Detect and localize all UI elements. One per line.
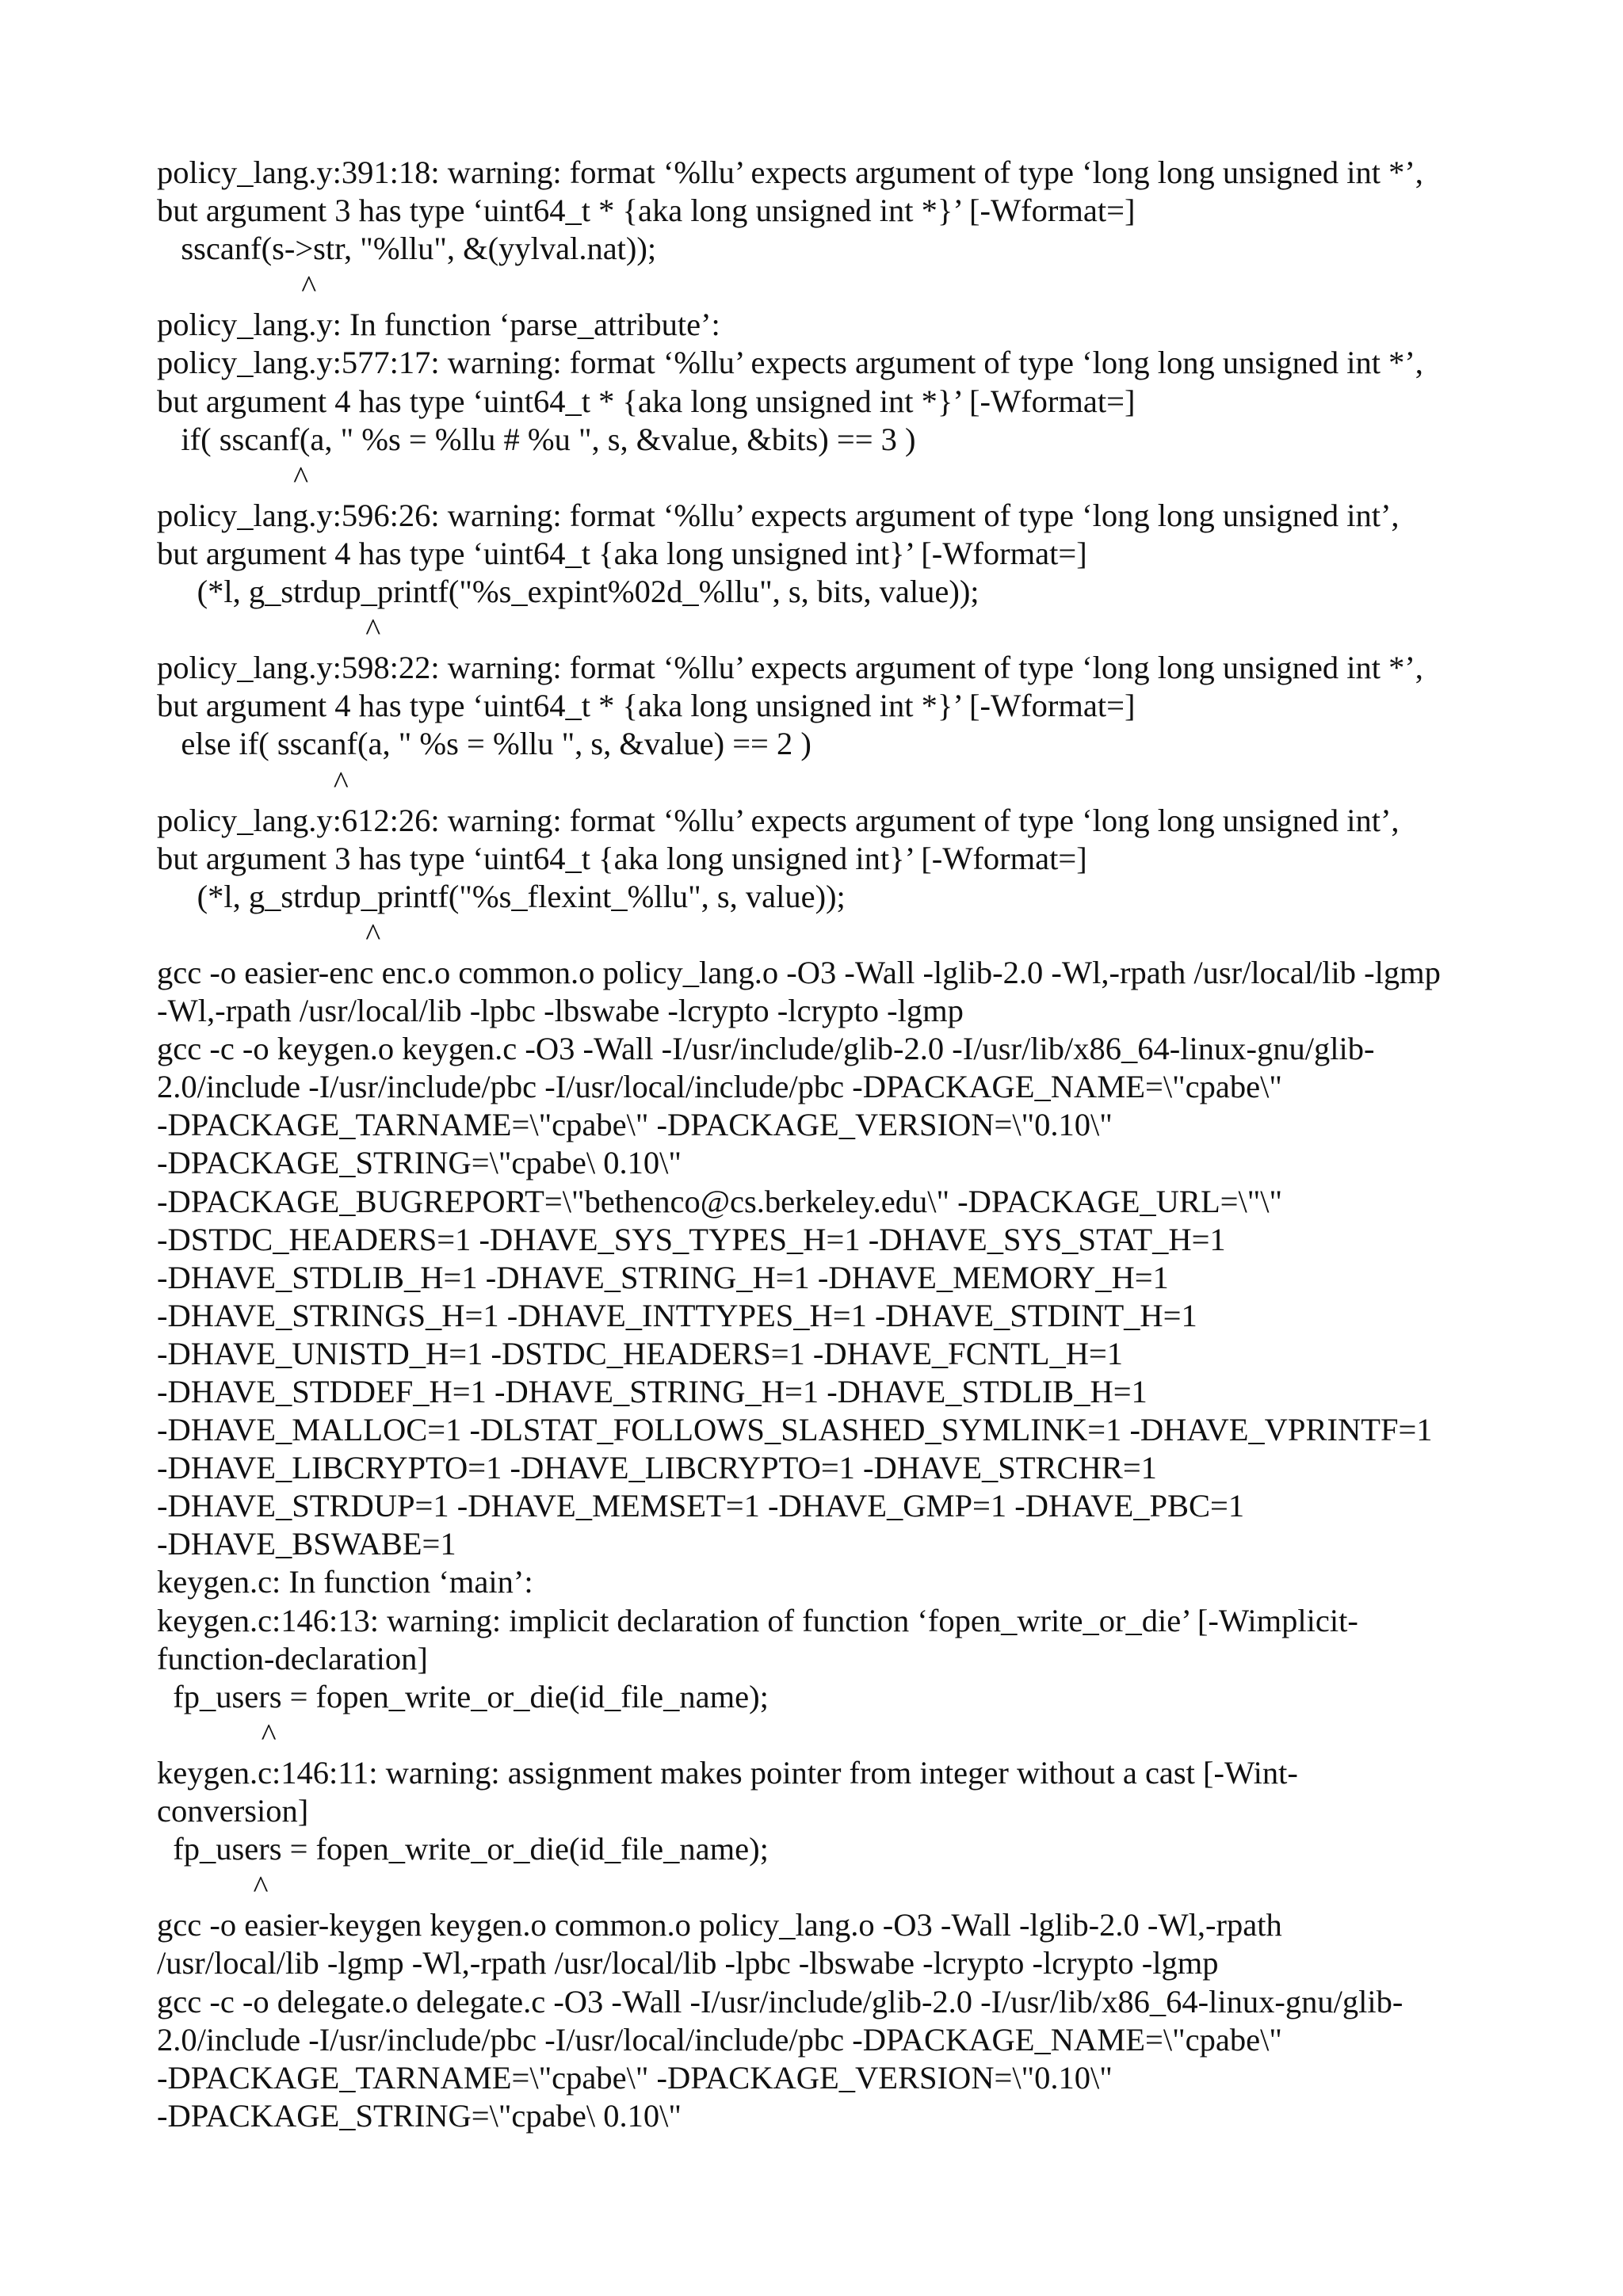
log-line: sscanf(s->str, "%llu", &(yylval.nat)); (157, 231, 657, 267)
log-line: -DHAVE_UNISTD_H=1 -DSTDC_HEADERS=1 -DHAVE_FCNTL_H=1 (157, 1335, 1124, 1371)
log-line: fp_users = fopen_write_or_die(id_file_name); (157, 1831, 769, 1867)
log-line: policy_lang.y:391:18: warning: format ‘%llu’ expects argument of type ‘long long unsigned int *’, (157, 154, 1423, 190)
log-line: ^ (157, 764, 349, 800)
log-line: ^ (157, 1869, 269, 1905)
log-line: keygen.c:146:13: warning: implicit declaration of function ‘fopen_write_or_die’ [-Wimplicit- (157, 1602, 1358, 1638)
log-line: but argument 4 has type ‘uint64_t * {aka long unsigned int *}’ [-Wformat=] (157, 383, 1136, 419)
log-line: -Wl,-rpath /usr/local/lib -lpbc -lbswabe -lcrypto -lcrypto -lgmp (157, 993, 964, 1029)
log-line: policy_lang.y:577:17: warning: format ‘%llu’ expects argument of type ‘long long unsigned int *’, (157, 345, 1423, 381)
log-line: ^ (157, 459, 309, 495)
build-log-text (157, 154, 1504, 2135)
log-line: 2.0/include -I/usr/include/pbc -I/usr/local/include/pbc -DPACKAGE_NAME=\"cpabe\" (157, 1069, 1282, 1105)
log-line: but argument 4 has type ‘uint64_t * {aka long unsigned int *}’ [-Wformat=] (157, 688, 1136, 724)
log-line: (*l, g_strdup_printf("%s_expint%02d_%llu", s, bits, value)); (157, 574, 980, 610)
log-line: policy_lang.y:596:26: warning: format ‘%llu’ expects argument of type ‘long long unsigned int’, (157, 497, 1400, 533)
log-line: (*l, g_strdup_printf("%s_flexint_%llu", s, value)); (157, 878, 846, 914)
log-line: but argument 3 has type ‘uint64_t * {aka long unsigned int *}’ [-Wformat=] (157, 193, 1136, 229)
log-line: but argument 4 has type ‘uint64_t {aka long unsigned int}’ [-Wformat=] (157, 535, 1087, 571)
log-line: -DHAVE_STRDUP=1 -DHAVE_MEMSET=1 -DHAVE_GMP=1 -DHAVE_PBC=1 (157, 1488, 1245, 1524)
log-line: policy_lang.y: In function ‘parse_attribute’: (157, 307, 720, 343)
log-line: /usr/local/lib -lgmp -Wl,-rpath /usr/local/lib -lpbc -lbswabe -lcrypto -lcrypto -lgmp (157, 1945, 1219, 1981)
log-line: -DHAVE_STRINGS_H=1 -DHAVE_INTTYPES_H=1 -DHAVE_STDINT_H=1 (157, 1297, 1197, 1333)
log-line: policy_lang.y:598:22: warning: format ‘%llu’ expects argument of type ‘long long unsigned int *’, (157, 650, 1423, 686)
log-line: -DHAVE_STDLIB_H=1 -DHAVE_STRING_H=1 -DHAVE_MEMORY_H=1 (157, 1259, 1169, 1295)
log-line: fp_users = fopen_write_or_die(id_file_name); (157, 1678, 769, 1714)
log-line: gcc -c -o keygen.o keygen.c -O3 -Wall -I/usr/include/glib-2.0 -I/usr/lib/x86_64-linux-gnu/glib- (157, 1031, 1375, 1067)
log-line: ^ (157, 269, 317, 305)
log-line: -DPACKAGE_TARNAME=\"cpabe\" -DPACKAGE_VERSION=\"0.10\" (157, 1107, 1113, 1143)
log-line: gcc -o easier-enc enc.o common.o policy_lang.o -O3 -Wall -lglib-2.0 -Wl,-rpath /usr/local/lib -lgmp (157, 954, 1441, 990)
log-line: keygen.c: In function ‘main’: (157, 1564, 533, 1600)
log-line: -DHAVE_MALLOC=1 -DLSTAT_FOLLOWS_SLASHED_SYMLINK=1 -DHAVE_VPRINTF=1 (157, 1412, 1433, 1448)
log-line: -DSTDC_HEADERS=1 -DHAVE_SYS_TYPES_H=1 -DHAVE_SYS_STAT_H=1 (157, 1221, 1226, 1257)
log-line: if( sscanf(a, " %s = %llu # %u ", s, &value, &bits) == 3 ) (157, 421, 916, 457)
log-line: -DPACKAGE_BUGREPORT=\"bethenco@cs.berkeley.edu\" -DPACKAGE_URL=\"\" (157, 1183, 1283, 1219)
log-line: conversion] (157, 1793, 309, 1829)
log-line: -DHAVE_BSWABE=1 (157, 1526, 456, 1562)
log-line: gcc -c -o delegate.o delegate.c -O3 -Wall -I/usr/include/glib-2.0 -I/usr/lib/x86_64-linux-gnu/glib- (157, 1983, 1403, 2019)
log-line: -DHAVE_LIBCRYPTO=1 -DHAVE_LIBCRYPTO=1 -DHAVE_STRCHR=1 (157, 1450, 1157, 1486)
log-line: ^ (157, 916, 381, 952)
log-line: else if( sscanf(a, " %s = %llu ", s, &value) == 2 ) (157, 726, 812, 762)
log-line: -DPACKAGE_STRING=\"cpabe\ 0.10\" (157, 2097, 682, 2134)
log-line: -DHAVE_STDDEF_H=1 -DHAVE_STRING_H=1 -DHAVE_STDLIB_H=1 (157, 1374, 1148, 1409)
log-line: but argument 3 has type ‘uint64_t {aka long unsigned int}’ [-Wformat=] (157, 840, 1087, 876)
log-line: gcc -o easier-keygen keygen.o common.o policy_lang.o -O3 -Wall -lglib-2.0 -Wl,-rpath (157, 1907, 1282, 1943)
log-line: function-declaration] (157, 1640, 428, 1676)
log-line: -DPACKAGE_STRING=\"cpabe\ 0.10\" (157, 1145, 682, 1181)
log-line: -DPACKAGE_TARNAME=\"cpabe\" -DPACKAGE_VERSION=\"0.10\" (157, 2059, 1113, 2096)
log-line: 2.0/include -I/usr/include/pbc -I/usr/local/include/pbc -DPACKAGE_NAME=\"cpabe\" (157, 2021, 1282, 2058)
log-line: ^ (157, 612, 381, 648)
log-line: keygen.c:146:11: warning: assignment makes pointer from integer without a cast [-Wint- (157, 1754, 1298, 1791)
log-line: policy_lang.y:612:26: warning: format ‘%llu’ expects argument of type ‘long long unsigned int’, (157, 802, 1400, 838)
log-line: ^ (157, 1716, 277, 1753)
